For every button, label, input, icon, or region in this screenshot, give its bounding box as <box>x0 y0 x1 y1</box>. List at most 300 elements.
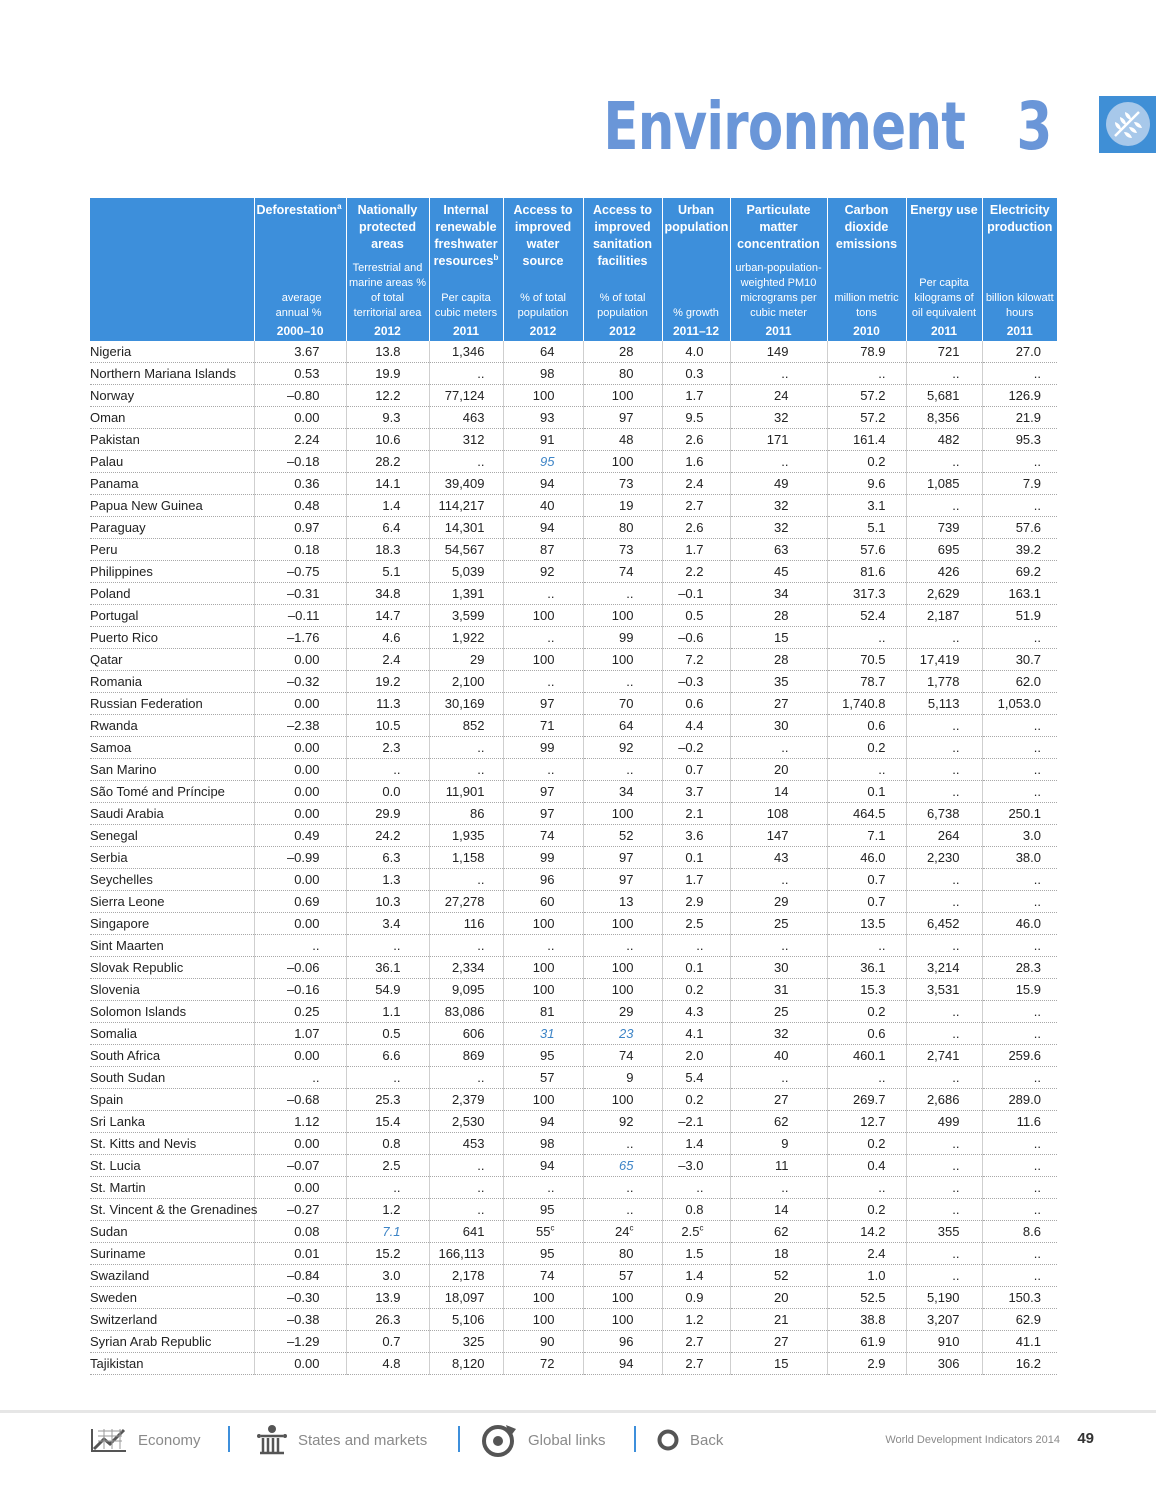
table-cell: 11 <box>730 1155 827 1177</box>
table-row <box>90 869 1057 891</box>
table-cell: 90 <box>503 1331 583 1353</box>
table-cell: 70 <box>583 693 662 715</box>
table-cell: 116 <box>429 913 503 935</box>
country-name: Swaziland <box>90 1265 254 1287</box>
table-cell: 2.2 <box>662 561 730 583</box>
table-cell: 13.5 <box>827 913 906 935</box>
table-cell: 1.07 <box>254 1023 346 1045</box>
table-cell: 57.6 <box>827 539 906 561</box>
table-cell: 96 <box>583 1331 662 1353</box>
table-cell: 1,391 <box>429 583 503 605</box>
column-year: 2011 <box>930 324 958 338</box>
table-cell: 87 <box>503 539 583 561</box>
table-cell: 57.2 <box>827 385 906 407</box>
table-cell: 86 <box>429 803 503 825</box>
table-cell: 0.00 <box>254 803 346 825</box>
table-cell: 3,531 <box>906 979 982 1001</box>
table-cell: –0.30 <box>254 1287 346 1309</box>
table-cell: .. <box>346 1067 429 1089</box>
table-cell: 0.7 <box>346 1331 429 1353</box>
table-cell: .. <box>346 1177 429 1199</box>
table-cell: 2,334 <box>429 957 503 979</box>
country-name: Paraguay <box>90 517 254 539</box>
table-cell: 150.3 <box>982 1287 1057 1309</box>
table-cell: 2.1 <box>662 803 730 825</box>
table-cell: 46.0 <box>827 847 906 869</box>
table-cell: 0.7 <box>827 869 906 891</box>
table-cell: 8,120 <box>429 1353 503 1375</box>
table-cell: 269.7 <box>827 1089 906 1111</box>
column-unit: % growth <box>673 307 719 319</box>
country-name: Serbia <box>90 847 254 869</box>
table-cell: 1.2 <box>662 1309 730 1331</box>
table-row <box>90 1353 1057 1375</box>
table-cell: 24.2 <box>346 825 429 847</box>
country-column-header <box>90 198 254 341</box>
table-cell: 31 <box>503 1023 583 1045</box>
table-cell: 2.9 <box>827 1353 906 1375</box>
table-cell: 7.1 <box>827 825 906 847</box>
nav-back[interactable] <box>656 1420 723 1460</box>
table-cell: .. <box>503 627 583 649</box>
table-cell: 95 <box>503 451 583 473</box>
table-row <box>90 759 1057 781</box>
table-cell: .. <box>906 869 982 891</box>
table-cell: 0.00 <box>254 1133 346 1155</box>
table-cell: 57.2 <box>827 407 906 429</box>
table-cell: 16.2 <box>982 1353 1057 1375</box>
table-cell: 2,629 <box>906 583 982 605</box>
table-row <box>90 847 1057 869</box>
table-cell: 32 <box>730 495 827 517</box>
table-cell: 4.4 <box>662 715 730 737</box>
publication-name: World Development Indicators 2014 <box>885 1434 1060 1446</box>
table-row <box>90 979 1057 1001</box>
table-cell: 97 <box>503 803 583 825</box>
table-cell: .. <box>429 737 503 759</box>
table-cell: .. <box>254 1067 346 1089</box>
column-header <box>429 198 503 341</box>
country-name: Nigeria <box>90 341 254 363</box>
table-cell: .. <box>906 1067 982 1089</box>
nav-states-markets[interactable] <box>256 1420 427 1460</box>
table-cell: 0.2 <box>827 1001 906 1023</box>
table-cell: .. <box>982 759 1057 781</box>
table-cell: 100 <box>583 913 662 935</box>
table-cell: .. <box>730 869 827 891</box>
table-cell: .. <box>429 759 503 781</box>
country-name: Singapore <box>90 913 254 935</box>
column-title: Carbon dioxide emissions <box>835 203 898 251</box>
table-cell: 19.2 <box>346 671 429 693</box>
table-cell: 100 <box>583 1089 662 1111</box>
table-cell: 34 <box>583 781 662 803</box>
table-cell: 0.2 <box>662 1089 730 1111</box>
table-cell: 0.00 <box>254 693 346 715</box>
table-cell: 100 <box>503 913 583 935</box>
table-cell: 0.2 <box>827 1133 906 1155</box>
table-cell: .. <box>346 935 429 957</box>
table-cell: .. <box>583 759 662 781</box>
table-cell: .. <box>906 495 982 517</box>
table-cell: 23 <box>583 1023 662 1045</box>
table-cell: 24$^c$ <box>583 1221 662 1243</box>
table-cell: 0.6 <box>827 715 906 737</box>
table-cell: .. <box>982 1243 1057 1265</box>
table-cell: 100 <box>583 649 662 671</box>
table-cell: .. <box>429 1199 503 1221</box>
table-cell: 96 <box>503 869 583 891</box>
table-cell: 1.7 <box>662 539 730 561</box>
table-row <box>90 363 1057 385</box>
table-cell: 20 <box>730 1287 827 1309</box>
column-header <box>583 198 662 341</box>
table-cell: 317.3 <box>827 583 906 605</box>
table-cell: 100 <box>583 451 662 473</box>
table-row <box>90 935 1057 957</box>
country-name: Sierra Leone <box>90 891 254 913</box>
table-cell: 0.1 <box>827 781 906 803</box>
table-cell: 95 <box>503 1243 583 1265</box>
table-cell: 1,922 <box>429 627 503 649</box>
table-cell: 28.2 <box>346 451 429 473</box>
nav-global-links-label: Global links <box>528 1431 606 1449</box>
table-cell: 24 <box>730 385 827 407</box>
table-cell: 453 <box>429 1133 503 1155</box>
table-cell: .. <box>906 1177 982 1199</box>
nav-economy[interactable] <box>90 1420 201 1460</box>
table-cell: 3.4 <box>346 913 429 935</box>
table-cell: .. <box>982 1199 1057 1221</box>
table-cell: 99 <box>503 847 583 869</box>
table-cell: 39.2 <box>982 539 1057 561</box>
table-cell: 0.2 <box>662 979 730 1001</box>
column-year: 2011 <box>1006 324 1033 338</box>
table-cell: 94 <box>583 1353 662 1375</box>
table-cell: 6,738 <box>906 803 982 825</box>
table-cell: –1.76 <box>254 627 346 649</box>
table-cell: 161.4 <box>827 429 906 451</box>
column-year: 2000–10 <box>276 324 324 338</box>
table-cell: 100 <box>583 385 662 407</box>
table-cell: .. <box>982 715 1057 737</box>
table-cell: 1.7 <box>662 385 730 407</box>
nav-separator <box>634 1426 636 1452</box>
column-unit: billion kilowatt hours <box>985 292 1054 319</box>
table-cell: 97 <box>583 407 662 429</box>
table-cell: 0.00 <box>254 869 346 891</box>
table-cell: 100 <box>503 957 583 979</box>
table-cell: 0.5 <box>662 605 730 627</box>
table-cell: .. <box>583 671 662 693</box>
table-cell: .. <box>982 781 1057 803</box>
table-cell: 69.2 <box>982 561 1057 583</box>
table-cell: 10.3 <box>346 891 429 913</box>
table-cell: 97 <box>583 869 662 891</box>
table-cell: 1.4 <box>346 495 429 517</box>
table-cell: 99 <box>503 737 583 759</box>
table-cell: 100 <box>503 1309 583 1331</box>
table-cell: 100 <box>503 649 583 671</box>
table-cell: 78.9 <box>827 341 906 363</box>
page-title: Environment 3 <box>603 88 1052 165</box>
table-cell: 264 <box>906 825 982 847</box>
table-cell: 0.00 <box>254 1353 346 1375</box>
table-cell: 464.5 <box>827 803 906 825</box>
table-cell: 81 <box>503 1001 583 1023</box>
table-cell: 1,740.8 <box>827 693 906 715</box>
table-header-row <box>90 198 1057 341</box>
nav-separator <box>458 1426 460 1452</box>
table-row <box>90 495 1057 517</box>
table-cell: 6,452 <box>906 913 982 935</box>
table-cell: 0.00 <box>254 407 346 429</box>
table-cell: 97 <box>583 847 662 869</box>
column-title: Particulate matter concentration <box>737 203 820 251</box>
table-cell: .. <box>662 935 730 957</box>
table-cell: .. <box>254 935 346 957</box>
table-cell: .. <box>906 1155 982 1177</box>
table-row <box>90 913 1057 935</box>
table-cell: 463 <box>429 407 503 429</box>
table-cell: 0.00 <box>254 649 346 671</box>
table-cell: .. <box>429 1067 503 1089</box>
table-cell: 852 <box>429 715 503 737</box>
table-cell: 5.1 <box>346 561 429 583</box>
table-cell: 10.6 <box>346 429 429 451</box>
table-cell: 62.9 <box>982 1309 1057 1331</box>
table-cell: 100 <box>503 1287 583 1309</box>
table-cell: 55$^c$ <box>503 1221 583 1243</box>
table-cell: .. <box>583 583 662 605</box>
table-cell: .. <box>429 451 503 473</box>
table-row <box>90 539 1057 561</box>
table-cell: 52.5 <box>827 1287 906 1309</box>
table-cell: 2,100 <box>429 671 503 693</box>
table-cell: 25 <box>730 1001 827 1023</box>
table-cell: 1.6 <box>662 451 730 473</box>
table-cell: 1,346 <box>429 341 503 363</box>
table-cell: 27 <box>730 693 827 715</box>
column-year: 2012 <box>374 324 401 338</box>
country-name: Somalia <box>90 1023 254 1045</box>
table-cell: 92 <box>503 561 583 583</box>
table-cell: .. <box>429 1155 503 1177</box>
table-cell: 13.8 <box>346 341 429 363</box>
table-cell: –0.07 <box>254 1155 346 1177</box>
nav-states-markets-label: States and markets <box>298 1431 428 1449</box>
table-cell: –0.32 <box>254 671 346 693</box>
table-cell: .. <box>906 1199 982 1221</box>
table-cell: 0.2 <box>827 1199 906 1221</box>
table-cell: 92 <box>583 737 662 759</box>
table-cell: 28 <box>730 605 827 627</box>
table-cell: 74 <box>503 825 583 847</box>
country-name: Panama <box>90 473 254 495</box>
table-cell: 62 <box>730 1221 827 1243</box>
table-cell: –1.29 <box>254 1331 346 1353</box>
table-cell: 15 <box>730 1353 827 1375</box>
table-cell: 64 <box>503 341 583 363</box>
table-row <box>90 825 1057 847</box>
country-name: Portugal <box>90 605 254 627</box>
footer <box>90 1420 1100 1460</box>
table-cell: 0.00 <box>254 1045 346 1067</box>
country-name: Poland <box>90 583 254 605</box>
table-cell: 64 <box>583 715 662 737</box>
table-cell: 100 <box>583 957 662 979</box>
table-cell: 27 <box>730 1331 827 1353</box>
table-cell: 0.00 <box>254 737 346 759</box>
table-cell: 0.5 <box>346 1023 429 1045</box>
table-cell: .. <box>906 363 982 385</box>
table-cell: .. <box>982 891 1057 913</box>
table-cell: 3.6 <box>662 825 730 847</box>
page-number: 49 <box>1077 1430 1094 1447</box>
table-cell: 73 <box>583 473 662 495</box>
table-cell: –0.16 <box>254 979 346 1001</box>
table-cell: 3,214 <box>906 957 982 979</box>
table-cell: 259.6 <box>982 1045 1057 1067</box>
country-name: Sweden <box>90 1287 254 1309</box>
table-cell: 15 <box>730 627 827 649</box>
country-name: Slovak Republic <box>90 957 254 979</box>
nav-global-links[interactable] <box>480 1420 606 1460</box>
table-cell: 30.7 <box>982 649 1057 671</box>
table-cell: 0.53 <box>254 363 346 385</box>
table-row <box>90 429 1057 451</box>
table-cell: 40 <box>503 495 583 517</box>
table-cell: 29.9 <box>346 803 429 825</box>
table-cell: 5.1 <box>827 517 906 539</box>
table-cell: 80 <box>583 363 662 385</box>
table-row <box>90 1001 1057 1023</box>
table-row <box>90 781 1057 803</box>
table-cell: 9 <box>730 1133 827 1155</box>
table-cell: 52 <box>730 1265 827 1287</box>
table-cell: 426 <box>906 561 982 583</box>
table-cell: 62.0 <box>982 671 1057 693</box>
column-unit: % of total population <box>597 292 648 319</box>
table-cell: 2.4 <box>346 649 429 671</box>
table-cell: 27.0 <box>982 341 1057 363</box>
table-cell: 32 <box>730 1023 827 1045</box>
table-cell: 114,217 <box>429 495 503 517</box>
column-header <box>827 198 906 341</box>
country-name: Switzerland <box>90 1309 254 1331</box>
table-cell: 70.5 <box>827 649 906 671</box>
table-cell: 5,039 <box>429 561 503 583</box>
table-cell: .. <box>906 1243 982 1265</box>
table-cell: 9.5 <box>662 407 730 429</box>
table-cell: 2.7 <box>662 495 730 517</box>
table-cell: 9 <box>583 1067 662 1089</box>
table-cell: 99 <box>583 627 662 649</box>
table-cell: 14 <box>730 781 827 803</box>
table-cell: 1.5 <box>662 1243 730 1265</box>
table-cell: 0.00 <box>254 913 346 935</box>
table-cell: –0.75 <box>254 561 346 583</box>
table-cell: 1.3 <box>346 869 429 891</box>
table-cell: 14.7 <box>346 605 429 627</box>
table-cell: –0.6 <box>662 627 730 649</box>
table-cell: 97 <box>503 781 583 803</box>
table-cell: 2,741 <box>906 1045 982 1067</box>
table-row <box>90 451 1057 473</box>
table-row <box>90 1155 1057 1177</box>
country-name: Spain <box>90 1089 254 1111</box>
country-name: Pakistan <box>90 429 254 451</box>
column-unit: urban-population-weighted PM10 micrograms per cubic meter <box>735 262 822 319</box>
economy-chart-icon <box>90 1427 128 1453</box>
table-cell: –0.06 <box>254 957 346 979</box>
table-cell: 40 <box>730 1045 827 1067</box>
table-cell: 695 <box>906 539 982 561</box>
table-cell: 2,187 <box>906 605 982 627</box>
table-cell: 100 <box>583 803 662 825</box>
table-cell: 1.4 <box>662 1265 730 1287</box>
table-cell: 62 <box>730 1111 827 1133</box>
table-cell: 7.2 <box>662 649 730 671</box>
table-cell: 721 <box>906 341 982 363</box>
column-title: Electricity production <box>987 203 1053 234</box>
table-cell: 17,419 <box>906 649 982 671</box>
table-cell: 7.1 <box>346 1221 429 1243</box>
table-cell: 3.1 <box>827 495 906 517</box>
table-cell: 15.4 <box>346 1111 429 1133</box>
country-name: St. Vincent & the Grenadines <box>90 1199 254 1221</box>
column-title: Deforestation$^a$ <box>256 201 342 217</box>
table-cell: 25 <box>730 913 827 935</box>
table-cell: 6.3 <box>346 847 429 869</box>
global-links-icon <box>480 1421 518 1459</box>
table-cell: –0.80 <box>254 385 346 407</box>
column-year: 2010 <box>853 324 880 338</box>
table-cell: 3.67 <box>254 341 346 363</box>
table-cell: 1.1 <box>346 1001 429 1023</box>
table-cell: 95 <box>503 1045 583 1067</box>
column-title: Energy use <box>910 203 978 217</box>
table-cell: .. <box>906 627 982 649</box>
table-row <box>90 1243 1057 1265</box>
table-cell: .. <box>906 1133 982 1155</box>
table-cell: .. <box>982 1155 1057 1177</box>
table-cell: 9.6 <box>827 473 906 495</box>
table-cell: 2.24 <box>254 429 346 451</box>
table-cell: 0.8 <box>662 1199 730 1221</box>
table-cell: 100 <box>503 605 583 627</box>
table-row <box>90 583 1057 605</box>
table-cell: .. <box>906 715 982 737</box>
table-cell: 3,207 <box>906 1309 982 1331</box>
table-cell: 0.36 <box>254 473 346 495</box>
table-cell: 18,097 <box>429 1287 503 1309</box>
table-cell: 0.00 <box>254 781 346 803</box>
column-header <box>662 198 730 341</box>
table-cell: 27 <box>730 1089 827 1111</box>
table-cell: –0.99 <box>254 847 346 869</box>
table-cell: .. <box>429 363 503 385</box>
country-name: Peru <box>90 539 254 561</box>
table-cell: 9.3 <box>346 407 429 429</box>
column-header <box>906 198 982 341</box>
column-unit: % of total population <box>517 292 569 319</box>
table-cell: 100 <box>583 1309 662 1331</box>
country-name: San Marino <box>90 759 254 781</box>
table-cell: 0.1 <box>662 957 730 979</box>
table-row <box>90 737 1057 759</box>
table-cell: 100 <box>583 605 662 627</box>
